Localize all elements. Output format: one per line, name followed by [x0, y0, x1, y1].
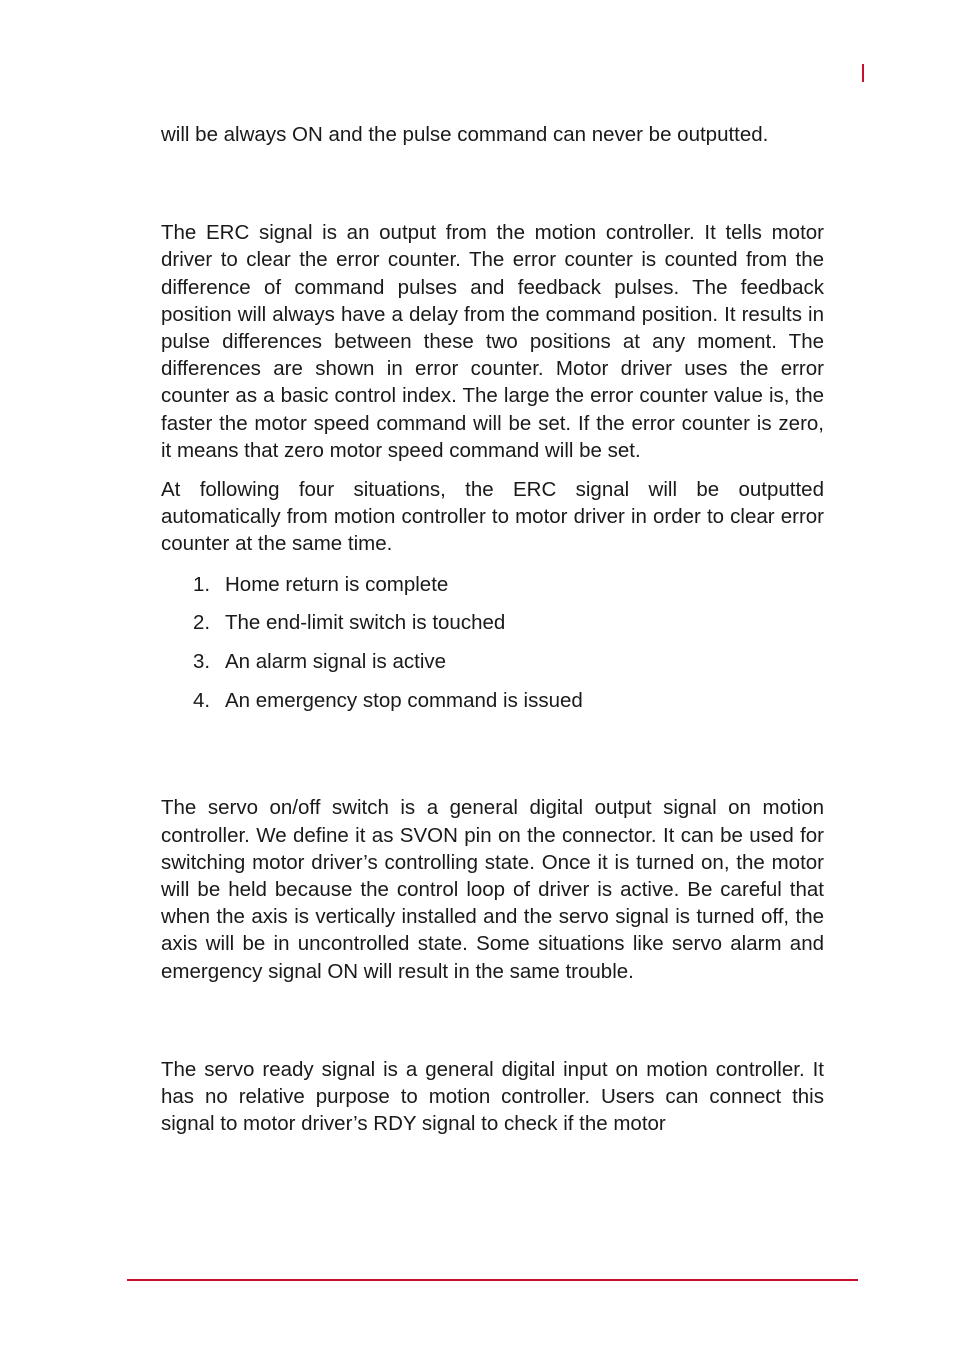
list-item — [161, 647, 824, 686]
list-item-number: 3. — [193, 650, 211, 674]
list-item — [161, 608, 824, 647]
list-item-number: 1. — [193, 572, 211, 596]
paragraph-erc-description: The ERC signal is an output from the motion controller. It tells motor driver to clear the error counter. The error counter is counted from the difference of command pulses and feedback pulses. The feedback position will always have a delay from the command position. It results in pulse differences between these two positions at any moment. The differences are shown in error counter. Motor driver uses the error counter as a basic control index. The large the error counter value is, the faster the motor speed command will be set. If the error counter is zero, it means that zero motor speed command will be set. — [161, 221, 824, 462]
list-item-text: An alarm signal is active — [225, 650, 447, 674]
page-body — [161, 121, 824, 1137]
paragraph-continuation: will be always ON and the pulse command can never be outputted. — [161, 123, 769, 146]
list-item-text: An emergency stop command is issued — [225, 688, 583, 712]
list-item-text: Home return is complete — [225, 572, 449, 596]
list-item — [161, 686, 824, 725]
list-item-number: 2. — [193, 611, 211, 635]
footer-rule — [127, 1279, 858, 1281]
paragraph-erc-situations-intro: At following four situations, the ERC signal will be outputted automatically from motion controller to motor driver in order to clear error counter at the same time. — [161, 478, 824, 556]
paragraph-servo-on-off: The servo on/off switch is a general digital output signal on motion controller. We define it as SVON pin on the connector. It can be used for switching motor driver’s controlling state. Once it is turned on, the motor will be held because the control loop of driver is active. Be careful that when the axis is vertically installed and the servo signal is turned off, the axis will be in uncontrolled state. Some situations like servo alarm and emergency signal ON will result in the same trouble. — [161, 796, 824, 983]
list-item-number: 4. — [193, 688, 211, 712]
list-item-text: The end-limit switch is touched — [225, 611, 506, 635]
paragraph-servo-ready: The servo ready signal is a general digital input on motion controller. It has no relative purpose to motion controller. Users can connect this signal to motor driver’s RDY signal to check if the motor — [161, 1057, 824, 1136]
erc-situations-list — [161, 570, 824, 725]
list-item — [161, 570, 824, 609]
header-accent-mark — [862, 64, 864, 82]
